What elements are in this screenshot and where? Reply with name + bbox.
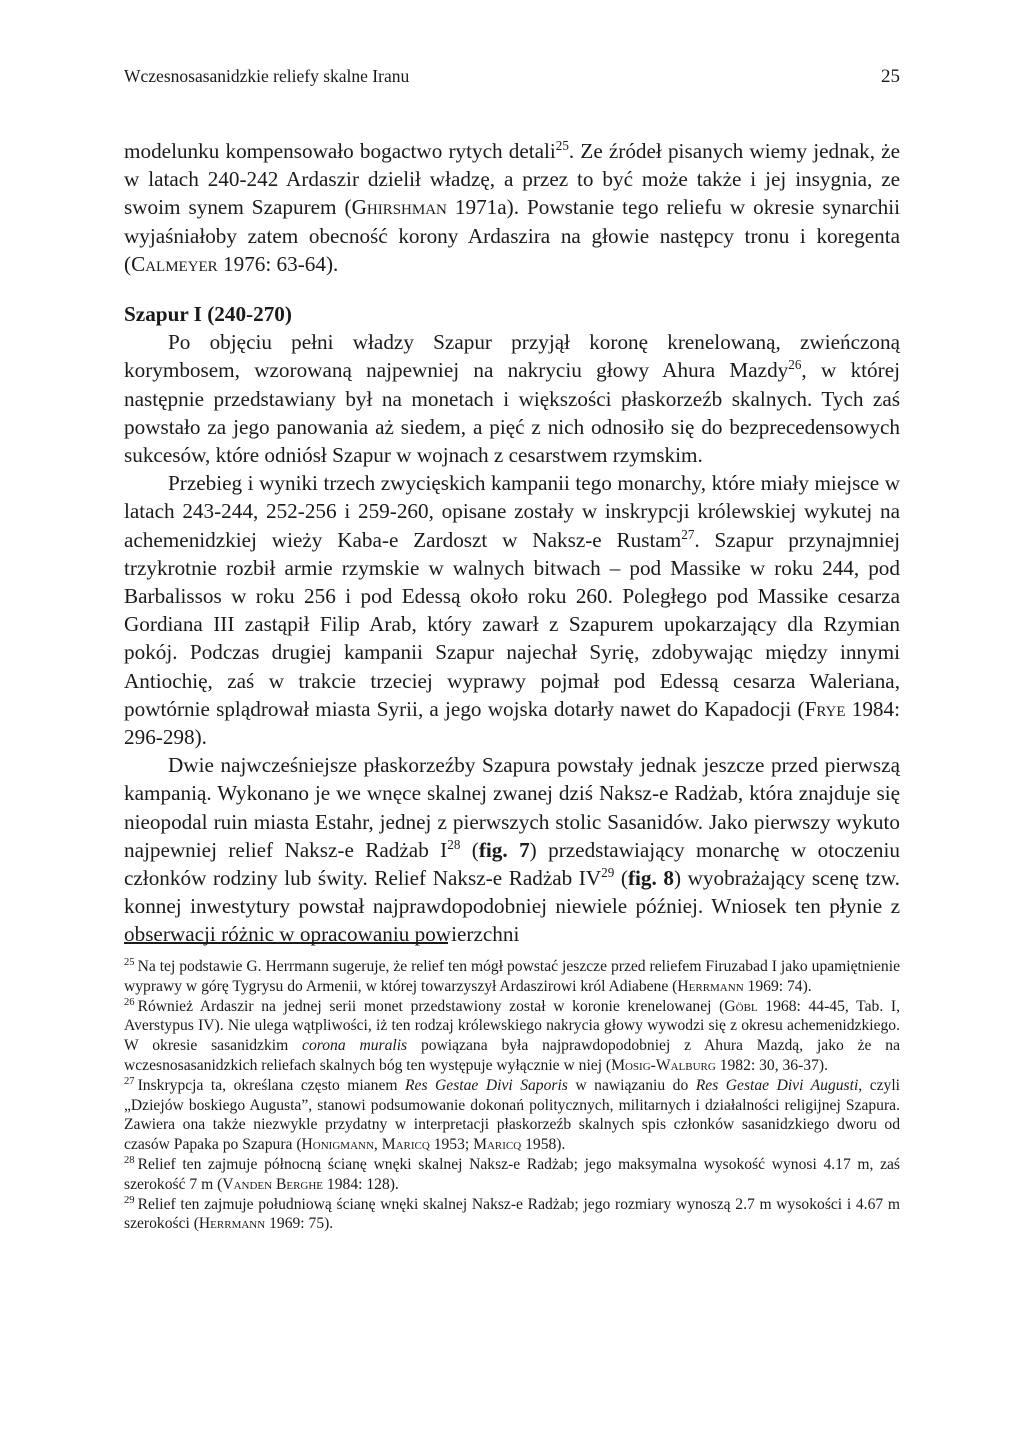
text-run: 1953; xyxy=(429,1136,474,1154)
text-run: ) wyobrażający scenę tzw. konnej inwestytury powstał najprawdopodobniej niewiele później. Wniosek ten płynie z obserwacji różnic w opracowaniu powierzchni xyxy=(124,866,900,947)
text-run: w nawiązaniu do xyxy=(567,1076,696,1094)
text-run: Przebieg i wyniki trzech zwycięskich kampanii tego monarchy, które miały miejsce w latach 243-244, 252-256 i 259-260, opisane zostały w inskrypcji królewskiej wykutej na achemenidzkiej wieży Kaba-e Zardoszt w Naksz-e Rustam xyxy=(124,471,900,552)
citation-author: Herrmann xyxy=(198,1215,266,1233)
text-run: Na tej podstawie G. Herrmann sugeruje, że relief ten mógł powstać jeszcze przed reliefem Firuzabad I jako upamiętnienie wyprawy w górę Tygrysu do Armenii, w której towarzyszył Ardaszirowi król Adiabene ( xyxy=(124,958,900,995)
paragraph-1 xyxy=(124,137,900,278)
text-run: , w której następnie przedstawiany był na monetach i większości płaskorzeźb skalnych. Tych zaś powstało za jego panowania aż siedem, a pięć z nich odnosiło się do bezprecedensowych sukcesów, które odniósł Szapur w wojnach z cesarstwem rzymskim. xyxy=(124,358,900,468)
citation-author: Ghirshman xyxy=(351,195,447,220)
footnote-number: 25 xyxy=(124,957,135,969)
footnote-number: 26 xyxy=(124,996,135,1008)
text-run: 1984: 128). xyxy=(323,1175,399,1193)
citation-author: Maricq xyxy=(473,1136,522,1154)
text-run: Również Ardaszir na jednej serii monet przedstawiony został w koronie krenelowanej ( xyxy=(137,997,725,1015)
footnote-number: 29 xyxy=(124,1194,135,1206)
citation-author: Maricq xyxy=(381,1136,430,1154)
footnote-ref-26[interactable]: 26 xyxy=(788,357,802,373)
text-run: Dwie najwcześniejsze płaskorzeźby Szapura powstały jednak jeszcze przed pierwszą kampanią. Wykonano je we wnęce skalnej zwanej dziś Naksz-e Radżab, która znajduje się nieopodal ruin miasta Estahr, jednej z pierwszych stolic Sasanidów. Jako pierwszy wykuto najpewniej relief Naksz-e Radżab I xyxy=(124,753,900,862)
footnote-number: 27 xyxy=(124,1075,135,1087)
italic-title: Res Gestae Divi Augusti xyxy=(695,1076,859,1094)
footnote-ref-27[interactable]: 27 xyxy=(681,526,695,542)
section-heading: Szapur I (240-270) xyxy=(124,302,292,327)
text-run: ) przedstawiający monarchę w otoczeniu członków rodziny lub świty. Relief Naksz-e Radżab IV xyxy=(124,837,900,891)
footnote-27 xyxy=(124,1076,900,1155)
footnote-number: 28 xyxy=(124,1155,135,1167)
paragraph-2 xyxy=(124,328,900,469)
citation-author: Mosig-Walburg xyxy=(611,1056,716,1074)
footnote-26 xyxy=(124,997,900,1076)
text-run: Po objęciu pełni władzy Szapur przyjął koronę krenelowaną, zwieńczoną korymbosem, wzorowaną najpewniej na nakryciu głowy Ahura Mazdy xyxy=(124,330,900,383)
citation-author: Calmeyer xyxy=(131,251,218,276)
running-header xyxy=(124,66,900,92)
text-run: 1984: 296-298). xyxy=(124,696,900,750)
text-run: 1976: 63-64). xyxy=(217,251,339,276)
footnote-ref-25[interactable]: 25 xyxy=(555,137,569,153)
citation-author: Vanden Berghe xyxy=(222,1175,324,1193)
footnote-ref-29[interactable]: 29 xyxy=(601,864,615,880)
text-run: 1982: 30, 36-37). xyxy=(715,1056,828,1074)
figure-ref-7[interactable]: fig. 7 xyxy=(478,837,530,862)
footnote-25 xyxy=(124,957,900,997)
footnote-28 xyxy=(124,1155,900,1195)
text-run: 1958). xyxy=(521,1136,566,1154)
text-run: . Szapur przynajmniej trzykrotnie rozbił armie rzymskie w walnych bitwach – pod Massike w roku 244, pod Barbalissos w roku 256 i pod Edessą około roku 260. Poległego pod Massike cesarza Gordiana III zastąpił Filip Arab, który zawarł z Szapurem upokarzający dla Rzymian pokój. Podczas drugiej kampanii Szapur najechał Syrię, zdobywając między innymi Antiochię, zaś w trakcie trzeciej wyprawy pojmał pod Edessą cesarza Waleriana, powtórnie splądrował miasta Syrii, a jego wojska dotarły nawet do Kapadocji ( xyxy=(124,527,900,721)
main-text xyxy=(124,137,900,949)
footnote-29 xyxy=(124,1195,900,1235)
footnote-separator xyxy=(124,942,448,944)
citation-author: Honigmann xyxy=(301,1136,374,1154)
citation-author: Göbl xyxy=(724,997,758,1015)
text-run: 1971a). Powstanie tego reliefu w okresie synarchii wyjaśniałoby zatem obecność korony Ardaszira na głowie następcy tronu i koregenta ( xyxy=(124,195,900,276)
citation-author: Herrmann xyxy=(677,977,744,995)
paragraph-4 xyxy=(124,751,900,948)
text-run: Relief ten zajmuje południową ścianę wnęki skalnej Naksz-e Radżab; jego rozmiary wynoszą 2.7 m wysokości i 4.67 m szerokości ( xyxy=(124,1195,900,1233)
text-run: 1969: 75). xyxy=(265,1215,334,1233)
citation-author: Frye xyxy=(804,696,846,721)
text-run: , czyli „Dziejów boskiego Augusta”, stanowi podsumowanie dokonań politycznych, militarnych i działalności religijnej Szapura. Zawiera ona także niezwykle przydatny w interpretacji płaskorzeźb skalnych spis członków sasanidzkiego dworu od czasów Papaka po Szapura ( xyxy=(124,1076,901,1154)
text-run: modelunku kompensowało bogactwo rytych detali xyxy=(124,139,556,163)
figure-ref-8[interactable]: fig. 8 xyxy=(627,866,674,891)
italic-term: corona muralis xyxy=(302,1037,408,1055)
text-run: 1968: 44-45, Tab. I, Averstypus IV). Nie ulega wątpliwości, iż ten rodzaj królewskiego nakrycia głowy wywodzi się z okresu achemenidzkiego. W okresie sasanidzkim xyxy=(124,997,901,1055)
text-run: ( xyxy=(460,837,479,862)
text-run: 1969: 74). xyxy=(743,977,812,995)
text-run: Inskrypcja ta, określana często mianem xyxy=(137,1076,406,1094)
text-run: Relief ten zajmuje północną ścianę wnęki skalnej Naksz-e Radżab; jego maksymalna wysokość wynosi 4.17 m, zaś szerokość 7 m ( xyxy=(124,1155,900,1193)
running-title: Wczesnosasanidzkie reliefy skalne Iranu xyxy=(124,66,410,86)
text-run: ( xyxy=(614,866,628,891)
text-run: , xyxy=(373,1136,382,1154)
italic-title: Res Gestae Divi Saporis xyxy=(405,1076,568,1094)
text-run: . Ze źródeł pisanych wiemy jednak, że w latach 240-242 Ardaszir dzielił władzę, a przez to być może także i jej insygnia, ze swoim synem Szapurem ( xyxy=(124,139,900,220)
page-number: 25 xyxy=(881,66,900,87)
text-run: powiązana była najprawdopodobniej z Ahura Mazdą, jako że na wczesnosasanidzkich reliefach skalnych bóg ten występuje wyłącznie w niej ( xyxy=(124,1037,901,1074)
footnote-ref-28[interactable]: 28 xyxy=(447,836,461,852)
footnotes xyxy=(124,957,900,1234)
paragraph-3 xyxy=(124,469,900,751)
